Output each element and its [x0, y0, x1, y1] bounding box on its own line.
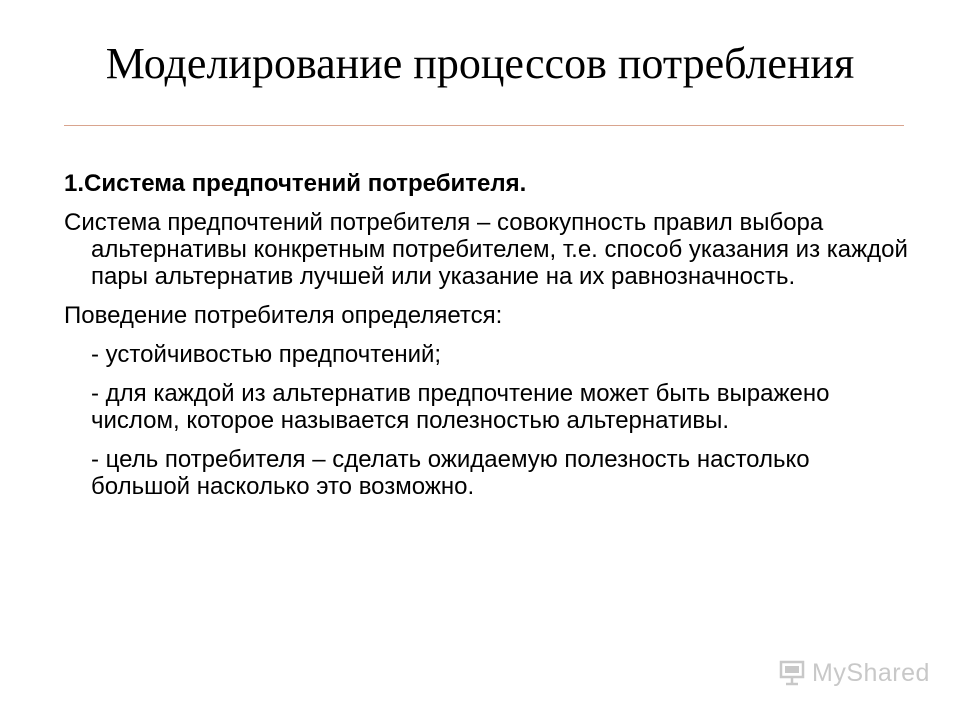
list-item: - для каждой из альтернатив предпочтение может быть выражено числом, которое называется полезностью альтернативы. — [91, 380, 830, 434]
behavior-intro: Поведение потребителя определяется: — [64, 302, 503, 329]
watermark-logo — [778, 656, 928, 690]
list-item: - устойчивостью предпочтений; — [91, 341, 442, 368]
watermark-text: MyShared — [812, 658, 930, 687]
definition-paragraph: Система предпочтений потребителя – совокупность правил выбора альтернативы конкретным потребителем, т.е. способ указания из каждой пары альтернатив лучшей или указание на их равнозначность. — [64, 209, 908, 290]
section-heading: 1.Система предпочтений потребителя. — [64, 170, 527, 197]
title-divider — [64, 125, 904, 126]
list-item: - цель потребителя – сделать ожидаемую полезность настолько большой насколько это возможно. — [91, 446, 810, 500]
slide-title: Моделирование процессов потребления — [105, 39, 855, 88]
presentation-board-icon — [778, 659, 806, 687]
slide-body — [64, 170, 914, 512]
